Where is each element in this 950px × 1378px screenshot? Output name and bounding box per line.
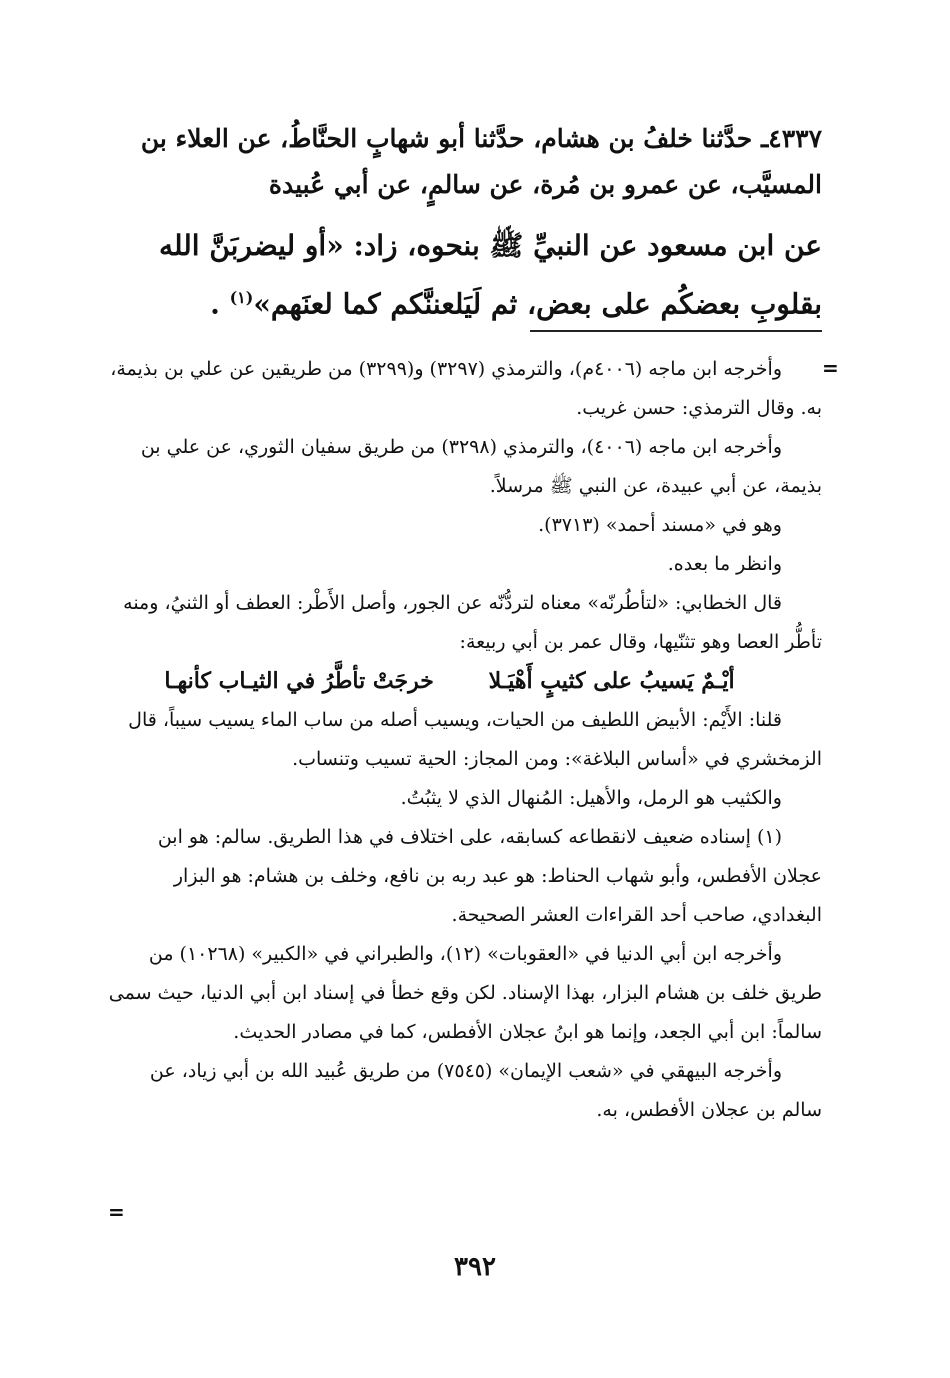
- poetry-verse: [107, 662, 822, 701]
- footnote-paragraph: والكثيب هو الرمل، والأهيل: المُنهال الذي لا يثبُتُ.: [400, 787, 782, 809]
- continuation-mark-bottom: =: [108, 1200, 125, 1224]
- hadith-text: [107, 220, 822, 330]
- footnote-paragraph: قال الخطابي: «لتأطُرنّه» معناه لتردُّنّه عن الجور، وأصل الأَطْر: العطف أو الثنيُ، ومنه تأطُّر العصا وهو تثنّيها، وقال عمر بن أبي ربيعة:: [123, 592, 822, 653]
- footnote-paragraph: قلنا: الأَيْم: الأبيض اللطيف من الحيات، ويسيب أصله من ساب الماء يسيب سيباً، قال الزمخشري في «أساس البلاغة»: ومن المجاز: الحية تسيب وتنساب.: [128, 709, 822, 770]
- footnote-ref: (١): [229, 288, 254, 307]
- footnote-paragraph: وانظر ما بعده.: [667, 553, 782, 575]
- footnote-separator: [530, 330, 822, 332]
- page-number: ٣٩٢: [454, 1252, 496, 1282]
- footnotes-block: [107, 350, 822, 1130]
- footnote-paragraph: وهو في «مسند أحمد» (٣٧١٣).: [538, 514, 782, 536]
- footnote-paragraph: وأخرجه ابن أبي الدنيا في «العقوبات» (١٢)، والطبراني في «الكبير» (١٠٢٦٨) من طريق خلف بن هشام البزار، بهذا الإسناد. لكن وقع خطأ في إسناد ابن أبي الدنيا، حيث سمى سالماً: ابن أبي الجعد، وإنما هو ابنُ عجلان الأفطس، كما في مصادر الحديث.: [108, 943, 822, 1043]
- hadith-isnad: ٤٣٣٧ـ حدَّثنا خلفُ بن هشام، حدَّثنا أبو شهابٍ الحنَّاطُ، عن العلاء بن المسيَّب، عن عمرو بن مُرة، عن سالمٍ، عن أبي عُبيدة: [140, 124, 822, 199]
- footnote-1: (١) إسناده ضعيف لانقطاعه كسابقه، على اختلاف في هذا الطريق. سالم: هو ابن عجلان الأفطس، وأبو شهاب الحناط: هو عبد ربه بن نافع، وخلف بن هشام: هو البزار البغدادي، صاحب أحد القراءات العشر الصحيحة.: [157, 826, 822, 926]
- verse-hemistich-first: خرجَتْ تأطَّرُ في الثيـاب كأنهـا: [164, 668, 434, 694]
- continuation-mark-top: =: [822, 356, 839, 380]
- footnote-paragraph: وأخرجه ابن ماجه (٤٠٠٦)، والترمذي (٣٢٩٨) من طريق سفيان الثوري، عن علي بن بذيمة، عن أبي عبيدة، عن النبي ﷺ مرسلاً.: [140, 436, 822, 497]
- hadith-end-mark: .: [210, 287, 220, 321]
- hadith-matn: عن ابن مسعود عن النبيِّ ﷺ بنحوه، زاد: «أو ليضربَنَّ الله بقلوبِ بعضكُم على بعض، ثم لَيَلعننَّكم كما لعنَهم»: [158, 229, 822, 321]
- verse-hemistich-second: أيْـمٌ يَسيبُ على كثيبٍ أَهْيَـلا: [488, 668, 735, 694]
- footnote-paragraph: وأخرجه ابن ماجه (٤٠٠٦م)، والترمذي (٣٢٩٧) و(٣٢٩٩) من طريقين عن علي بن بذيمة، به. وقال الترمذي: حسن غريب.: [110, 358, 822, 419]
- footnote-paragraph: وأخرجه البيهقي في «شعب الإيمان» (٧٥٤٥) من طريق عُبيد الله بن أبي زياد، عن سالم بن عجلان الأفطس، به.: [149, 1060, 822, 1121]
